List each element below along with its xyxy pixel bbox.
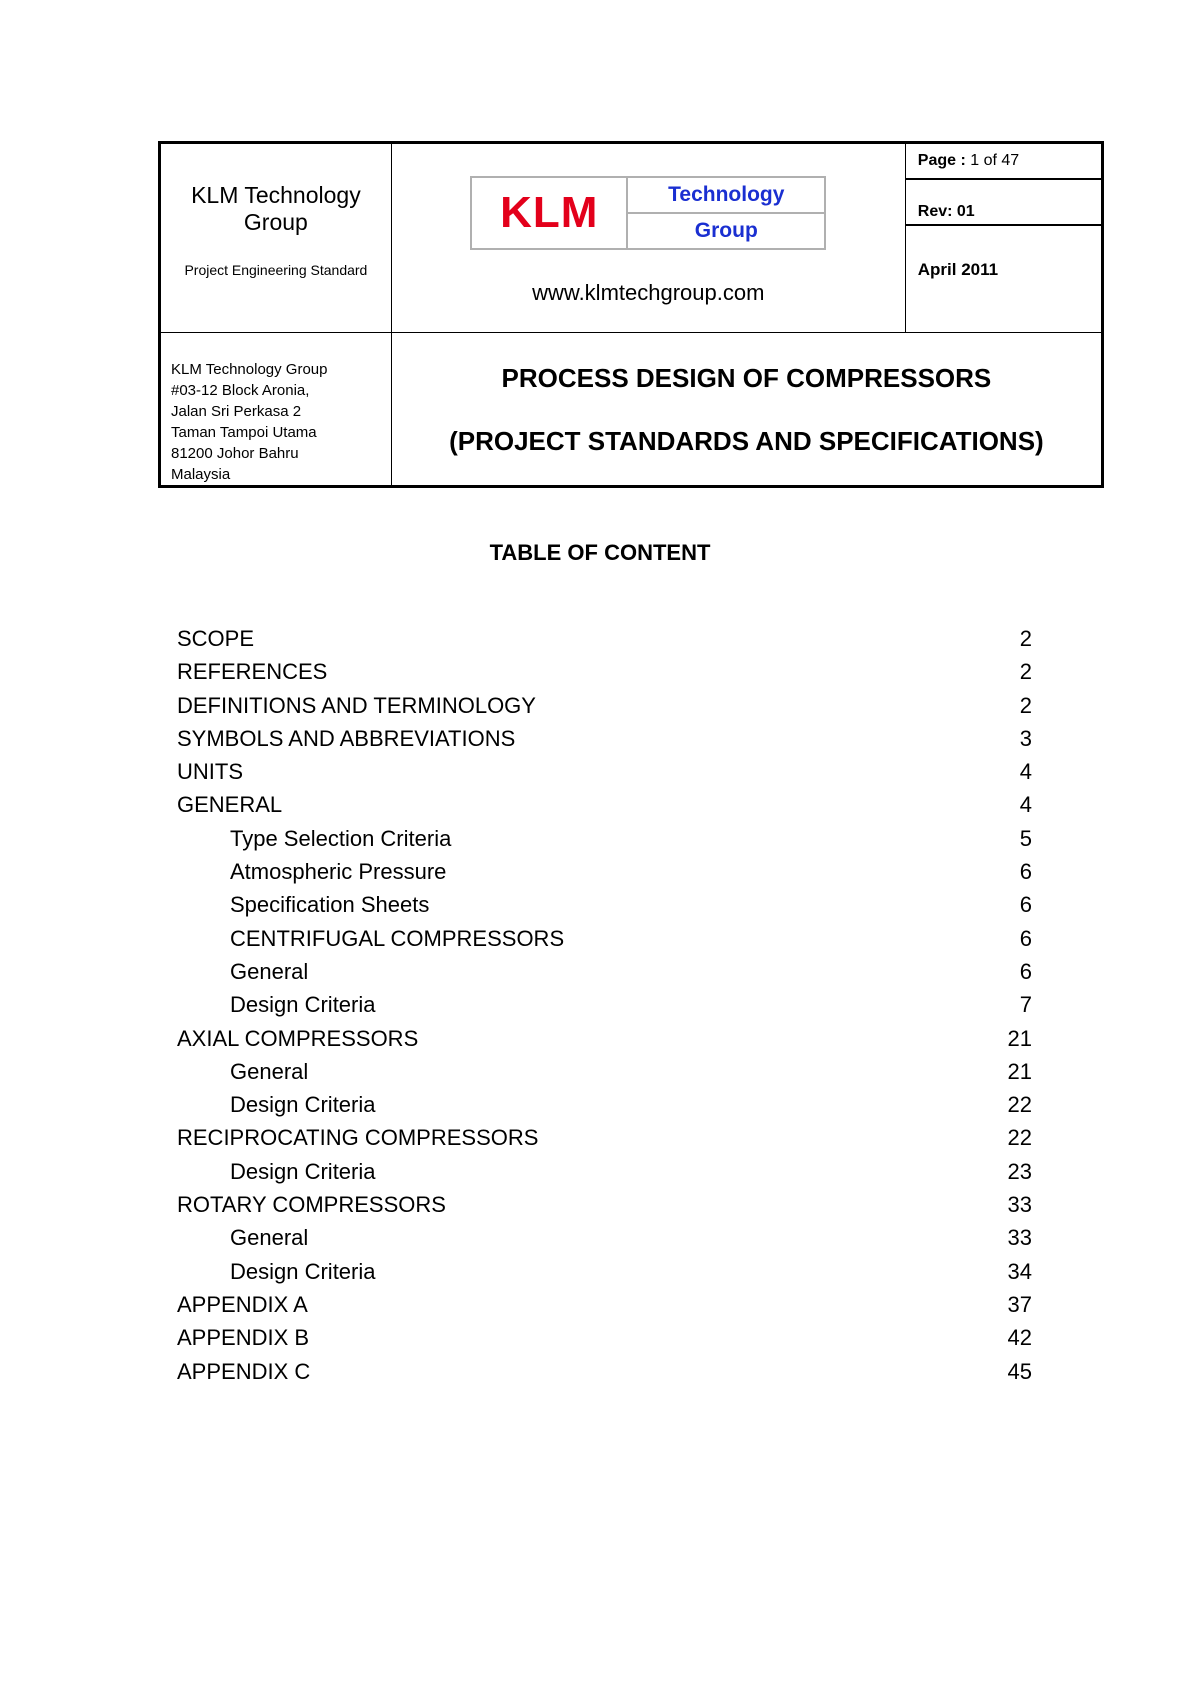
toc-entry[interactable] (177, 1121, 1032, 1154)
issue-date: April 2011 (917, 260, 999, 279)
toc-entry-title: SCOPE (177, 626, 255, 651)
toc-entry[interactable] (177, 1022, 1032, 1055)
toc-entry-title: Type Selection Criteria (230, 825, 452, 851)
toc-entry-page: 3 (1019, 725, 1032, 751)
toc-entry-title: ROTARY COMPRESSORS (177, 1192, 446, 1218)
toc-entry-title: CENTRIFUGAL COMPRESSORS (230, 925, 565, 951)
logo-group-text: Group (694, 219, 758, 242)
toc-entry[interactable] (177, 722, 1032, 755)
toc-subentry[interactable] (177, 988, 1032, 1021)
toc-entry-page: 2 (1019, 659, 1032, 685)
toc-entry-title: AXIAL COMPRESSORS (177, 1025, 419, 1051)
toc-subentry[interactable] (177, 1255, 1032, 1288)
document-title: PROCESS DESIGN OF COMPRESSORS (501, 363, 992, 393)
toc-entry-page: 2 (1019, 692, 1032, 718)
toc-entry-page: 33 (1007, 1225, 1032, 1251)
company-name: KLM Technology Group (191, 182, 361, 235)
toc-entry-page: 4 (1019, 792, 1032, 818)
address-line: Malaysia (171, 466, 231, 483)
toc-entry-title: UNITS (177, 759, 243, 785)
toc-entry[interactable] (177, 1288, 1032, 1321)
address-line: Taman Tampoi Utama (171, 424, 317, 441)
toc-entry-title: Atmospheric Pressure (230, 859, 447, 885)
logo-klm-text: KLM (472, 178, 628, 248)
toc-subentry[interactable] (177, 1088, 1032, 1121)
website-url: www.klmtechgroup.com (532, 280, 765, 305)
toc-subentry[interactable] (177, 955, 1032, 988)
toc-entry-page: 6 (1019, 892, 1032, 918)
toc-entry-page: 37 (1007, 1291, 1032, 1317)
address-line: KLM Technology Group (171, 361, 328, 378)
toc-entry[interactable] (177, 1188, 1032, 1221)
toc-entry-page: 33 (1007, 1192, 1032, 1218)
toc-entry-title: GENERAL (177, 792, 283, 818)
meta-cell (905, 143, 1102, 333)
company-logo (470, 176, 826, 250)
toc-entry[interactable] (177, 788, 1032, 821)
toc-entry-title: SYMBOLS AND ABBREVIATIONS (177, 725, 516, 751)
toc-entry-title: Design Criteria (230, 1158, 376, 1184)
toc-entry[interactable] (177, 622, 1032, 655)
toc-subentry[interactable] (177, 1055, 1032, 1088)
document-subtitle: (PROJECT STANDARDS AND SPECIFICATIONS) (449, 426, 1044, 456)
toc-heading: TABLE OF CONTENT (489, 540, 711, 565)
toc-entry-page: 6 (1019, 958, 1032, 984)
toc-entry-page: 22 (1007, 1092, 1032, 1118)
toc-subentry[interactable] (177, 922, 1032, 955)
revision: Rev: 01 (906, 180, 1101, 226)
toc-entry-page: 7 (1019, 992, 1032, 1018)
toc-entry-title: Specification Sheets (230, 892, 430, 918)
toc-entry-title: Design Criteria (230, 1258, 376, 1284)
toc-entry-page: 5 (1019, 825, 1032, 851)
address-line: Jalan Sri Perkasa 2 (171, 403, 302, 420)
toc-entry-title: DEFINITIONS AND TERMINOLOGY (177, 692, 536, 718)
toc-entry[interactable] (177, 655, 1032, 688)
toc-entry-title: APPENDIX A (177, 1291, 308, 1317)
toc-entry[interactable] (177, 755, 1032, 788)
toc-entry-title: Design Criteria (230, 992, 376, 1018)
toc-subentry[interactable] (177, 888, 1032, 921)
toc-subentry[interactable] (177, 855, 1032, 888)
company-cell (160, 143, 392, 333)
toc-entry-title: APPENDIX B (177, 1325, 310, 1351)
toc-entry-page: 2 (1019, 626, 1032, 651)
toc-entry-title: APPENDIX C (177, 1358, 311, 1384)
toc-subentry[interactable] (177, 1155, 1032, 1188)
toc-entry-page: 4 (1019, 759, 1032, 785)
toc-entry[interactable] (177, 1321, 1032, 1354)
toc-entry-title: Design Criteria (230, 1092, 376, 1118)
toc-entry-page: 6 (1019, 925, 1032, 951)
title-cell (391, 333, 1102, 487)
toc-entry-page: 22 (1007, 1125, 1032, 1151)
toc-entry-page: 34 (1007, 1258, 1032, 1284)
toc-entry-page: 21 (1007, 1058, 1032, 1084)
page-label: Page : (917, 152, 966, 169)
toc-entry-title: General (230, 958, 309, 984)
logo-technology-text: Technology (628, 178, 824, 214)
toc-entry-page: 42 (1007, 1325, 1032, 1351)
page-number (906, 144, 1101, 180)
toc-entry-title: General (230, 1225, 309, 1251)
toc-entry-title: REFERENCES (177, 659, 328, 685)
table-of-contents (177, 622, 1032, 1388)
toc-subentry[interactable] (177, 1221, 1032, 1254)
company-subtitle: Project Engineering Standard (184, 262, 368, 278)
address-line: 81200 Johor Bahru (171, 445, 299, 462)
address-line: #03-12 Block Aronia, (171, 382, 310, 399)
toc-entry[interactable] (177, 1355, 1032, 1388)
toc-entry-page: 45 (1007, 1358, 1032, 1384)
toc-entry-title: RECIPROCATING COMPRESSORS (177, 1125, 539, 1151)
toc-entry-page: 23 (1007, 1158, 1032, 1184)
toc-subentry[interactable] (177, 822, 1032, 855)
toc-entry[interactable] (177, 689, 1032, 722)
document-header (158, 141, 1104, 488)
toc-entry-title: General (230, 1058, 309, 1084)
address-cell (160, 333, 392, 487)
toc-entry-page: 6 (1019, 859, 1032, 885)
toc-entry-page: 21 (1007, 1025, 1032, 1051)
page-value: 1 of 47 (970, 152, 1020, 169)
logo-cell (391, 143, 905, 333)
